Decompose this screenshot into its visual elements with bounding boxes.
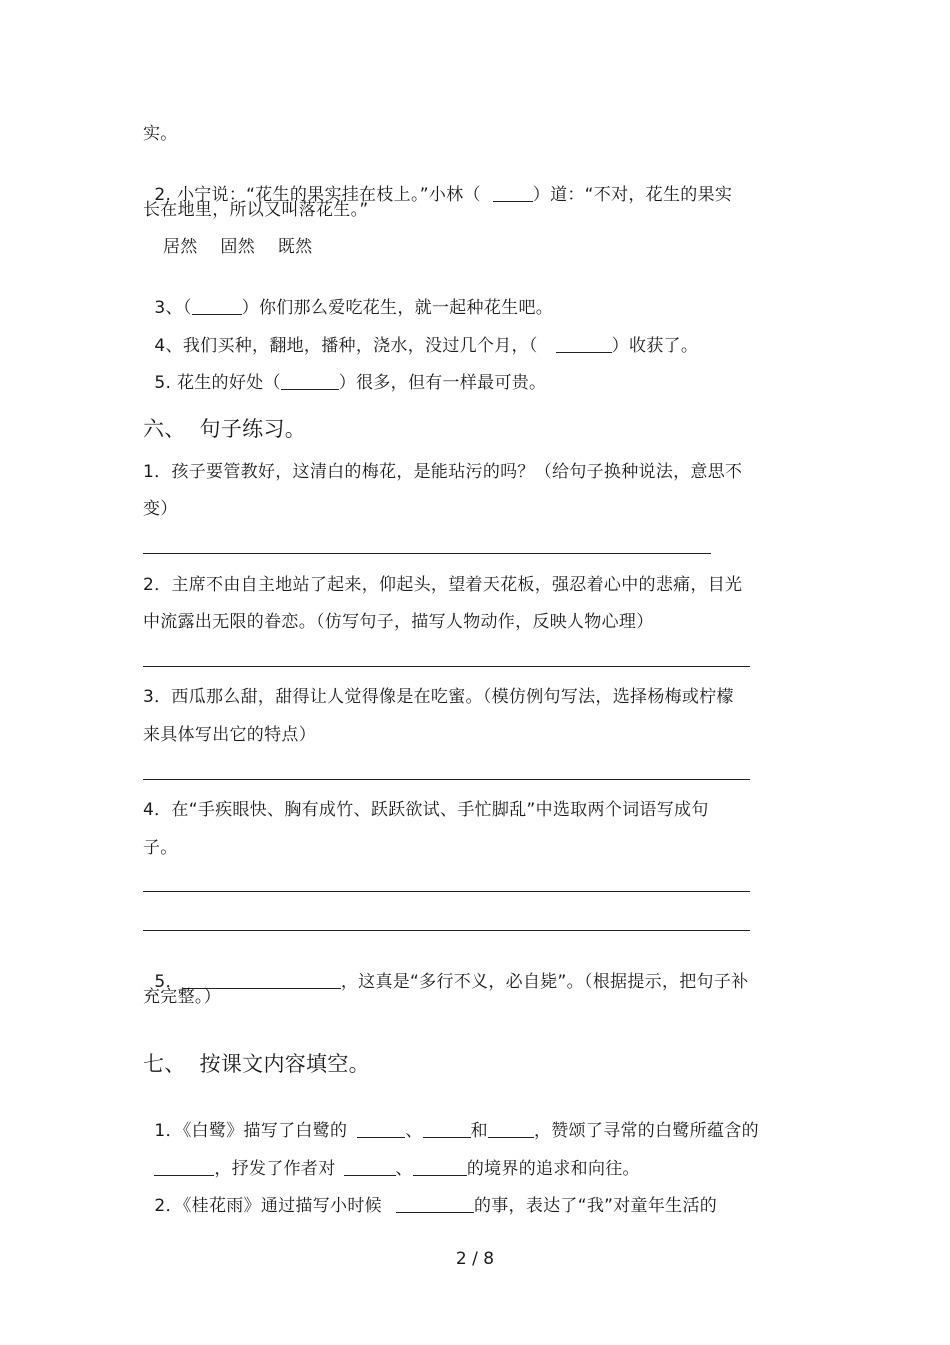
text: 的事，表达了“我”对童年生活的 [473, 1196, 718, 1216]
text: 5． [154, 972, 183, 992]
text-line: 实。 [143, 124, 178, 144]
question-line: 3．西瓜那么甜，甜得让人觉得像是在吃蜜。（模仿例句写法，选择杨梅或柠檬 [143, 687, 734, 707]
answer-line[interactable] [143, 891, 750, 892]
text: ，抒发了作者对 [214, 1159, 336, 1179]
question-line [143, 349, 546, 394]
answer-line[interactable] [143, 553, 711, 554]
section-heading: 七、 按课文内容填空。 [143, 1052, 370, 1076]
text: 2．《桂花雨》通过描写小时候 [154, 1196, 382, 1216]
question-line: 4．在“手疾眼快、胸有成竹、跃跃欲试、手忙脚乱”中选取两个词语写成句 [143, 800, 709, 820]
page-number: 2 / 8 [455, 1249, 495, 1269]
text: ）很多，但有一样最可贵。 [338, 373, 547, 393]
word-options: 居然 固然 既然 [163, 237, 313, 257]
text: 、 [395, 1159, 413, 1179]
question-line: 来具体写出它的特点） [143, 725, 316, 745]
section-heading: 六、 句子练习。 [143, 417, 307, 441]
text: 、 [405, 1121, 423, 1141]
question-line: 充完整。） [143, 987, 221, 1007]
blank[interactable] [556, 334, 612, 353]
question-line: 子。 [143, 838, 178, 858]
answer-line[interactable] [143, 930, 750, 931]
question-line: 变） [143, 499, 178, 519]
blank[interactable] [396, 1194, 474, 1213]
text: ，这真是“多行不义，必自毙”。（根据提示，把句子补 [340, 972, 749, 992]
question-line [143, 1172, 717, 1217]
answer-line[interactable] [143, 666, 750, 667]
question-line: 2．主席不由自主地站了起来，仰起头，望着天花板，强忍着心中的悲痛，目光 [143, 575, 743, 595]
text: ）收获了。 [611, 336, 699, 356]
text: 2. 小宁说：“花生的果实挂在枝上。”小林（ [154, 185, 481, 205]
text: 1．《白鹭》描写了白鹭的 [154, 1121, 348, 1141]
text: ）道：“不对，花生的果实 [532, 185, 733, 205]
question-line [143, 948, 748, 993]
answer-line[interactable] [143, 779, 750, 780]
blank[interactable] [493, 183, 533, 202]
question-line: 中流露出无限的眷恋。（仿写句子，描写人物动作，反映人物心理） [143, 612, 654, 632]
text-line: 长在地里，所以又叫落花生。” [143, 200, 369, 220]
text: ，赞颂了寻常的白鹭所蕴含的 [533, 1121, 759, 1141]
text: 5. 花生的好处（ [154, 373, 281, 393]
text: 4、我们买种，翻地，播种，浇水，没过几个月，（ [154, 336, 538, 356]
text: 的境界的追求和向往。 [466, 1159, 640, 1179]
text: 3、（ [154, 298, 192, 318]
text: ）你们那么爱吃花生，就一起种花生吧。 [241, 298, 554, 318]
text: 和 [470, 1121, 488, 1141]
question-line: 1．孩子要管教好，这清白的梅花，是能玷污的吗？（给句子换种说法，意思不 [143, 462, 743, 482]
blank[interactable] [281, 371, 339, 390]
